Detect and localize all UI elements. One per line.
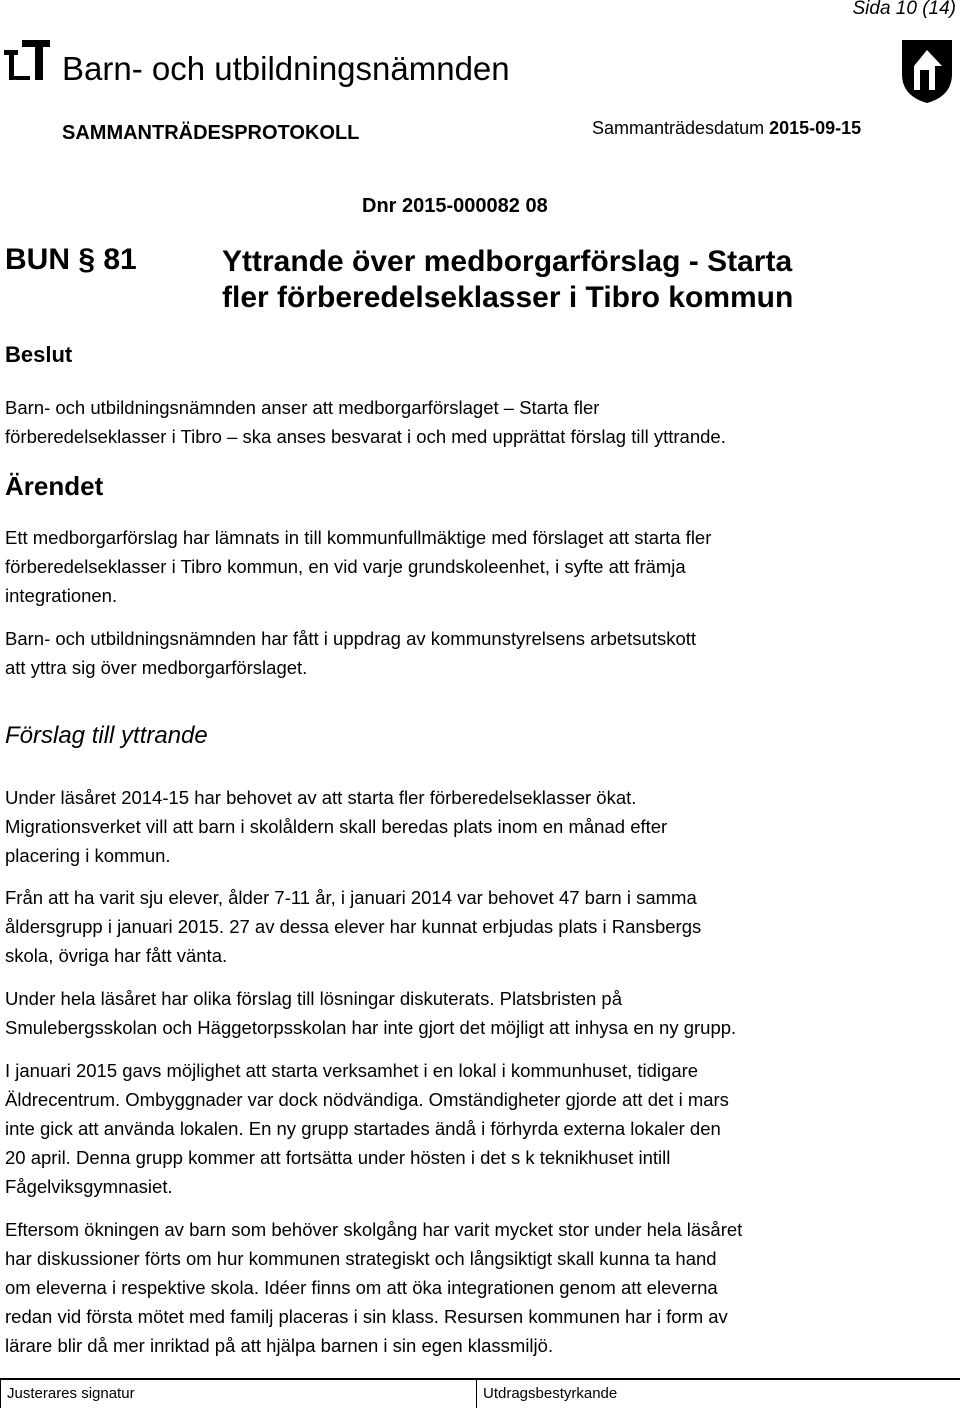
meeting-date-value: 2015-09-15 [769,118,862,138]
tibro-wordmark-icon [4,40,50,85]
protocol-title: SAMMANTRÄDESPROTOKOLL [62,122,360,144]
forslag-paragraph-2: Från att ha varit sju elever, ålder 7-11 år, i januari 2014 var behovet 47 barn i samma åldersgrupp i januari 2015. 27 av dessa elever har kunnat erbjudas plats i Ransbergs skola, övriga har fått vänta. [5,887,702,966]
arendet-paragraph-1: Ett medborgarförslag har lämnats in till kommunfullmäktige med förslaget att starta fler förberedelseklasser i Tibro kommun, en vid varje grundskoleenhet, i syfte att främja integrationen. [5,527,712,606]
footer [0,1380,960,1408]
arendet-paragraph-2: Barn- och utbildningsnämnden har fått i uppdrag av kommunstyrelsens arbetsutskott att yttra sig över medborgarförslaget. [5,628,697,678]
forslag-paragraph-1: Under läsåret 2014-15 har behovet av att starta fler förberedelseklasser ökat. Migrationsverket vill att barn i skolåldern skall beredas plats inom en månad efter placering i kommun. [5,787,668,866]
forslag-paragraph-5: Eftersom ökningen av barn som behöver skolgång har varit mycket stor under hela läsåret har diskussioner förts om hur kommunen strategiskt och långsiktigt skall kunna ta hand om eleverna i respektive skola. Idéer finns om att öka integrationen genom att eleverna redan vid första mötet med familj placeras i sin klass. Resursen kommunen har i form av lärare blir då mer inriktad på att hjälpa barnen i sin egen klassmiljö. [5,1219,743,1356]
signature-field [0,1380,476,1408]
case-id: BUN § 81 [5,243,137,276]
signature-label: Justerares signatur [7,1385,135,1402]
forslag-paragraph-3: Under hela läsåret har olika förslag till lösningar diskuterats. Platsbristen på Smulebergsskolan och Häggetorpsskolan har inte gjort det möjligt att inhysa en ny grupp. [5,988,737,1038]
forslag-paragraph-4: I januari 2015 gavs möjlighet att starta verksamhet i en lokal i kommunhuset, tidigare Äldrecentrum. Ombyggnader var dock nödvändiga. Omständigheter gjorde att det i mars inte gick att använda lokalen. En ny grupp startades ändå i förhyrda externa lokaler den 20 april. Denna grupp kommer att fortsätta under hösten i det s k teknikhuset intill Fågelviksgymnasiet. [5,1060,729,1197]
certification-label: Utdragsbestyrkande [483,1385,618,1402]
meeting-date [592,118,861,139]
case-title-line1: Yttrande över medborgarförslag - Starta [222,245,793,278]
beslut-text: Barn- och utbildningsnämnden anser att medborgarförslaget – Starta fler förberedelseklasser i Tibro – ska anses besvarat i och med upprättat förslag till yttrande. [5,397,726,447]
case-title [222,244,922,316]
case-dnr: Dnr 2015-000082 08 [362,195,548,217]
meeting-date-label: Sammanträdesdatum [592,118,765,138]
case-title-line2: fler förberedelseklasser i Tibro kommun [222,281,794,314]
page-number: Sida 10 (14) [852,0,956,19]
municipal-shield-icon [900,38,954,109]
heading-beslut: Beslut [5,342,73,367]
heading-arendet: Ärendet [5,471,104,501]
organization-name: Barn- och utbildningsnämnden [62,50,510,87]
certification-field [476,1380,960,1408]
heading-forslag: Förslag till yttrande [5,722,208,749]
